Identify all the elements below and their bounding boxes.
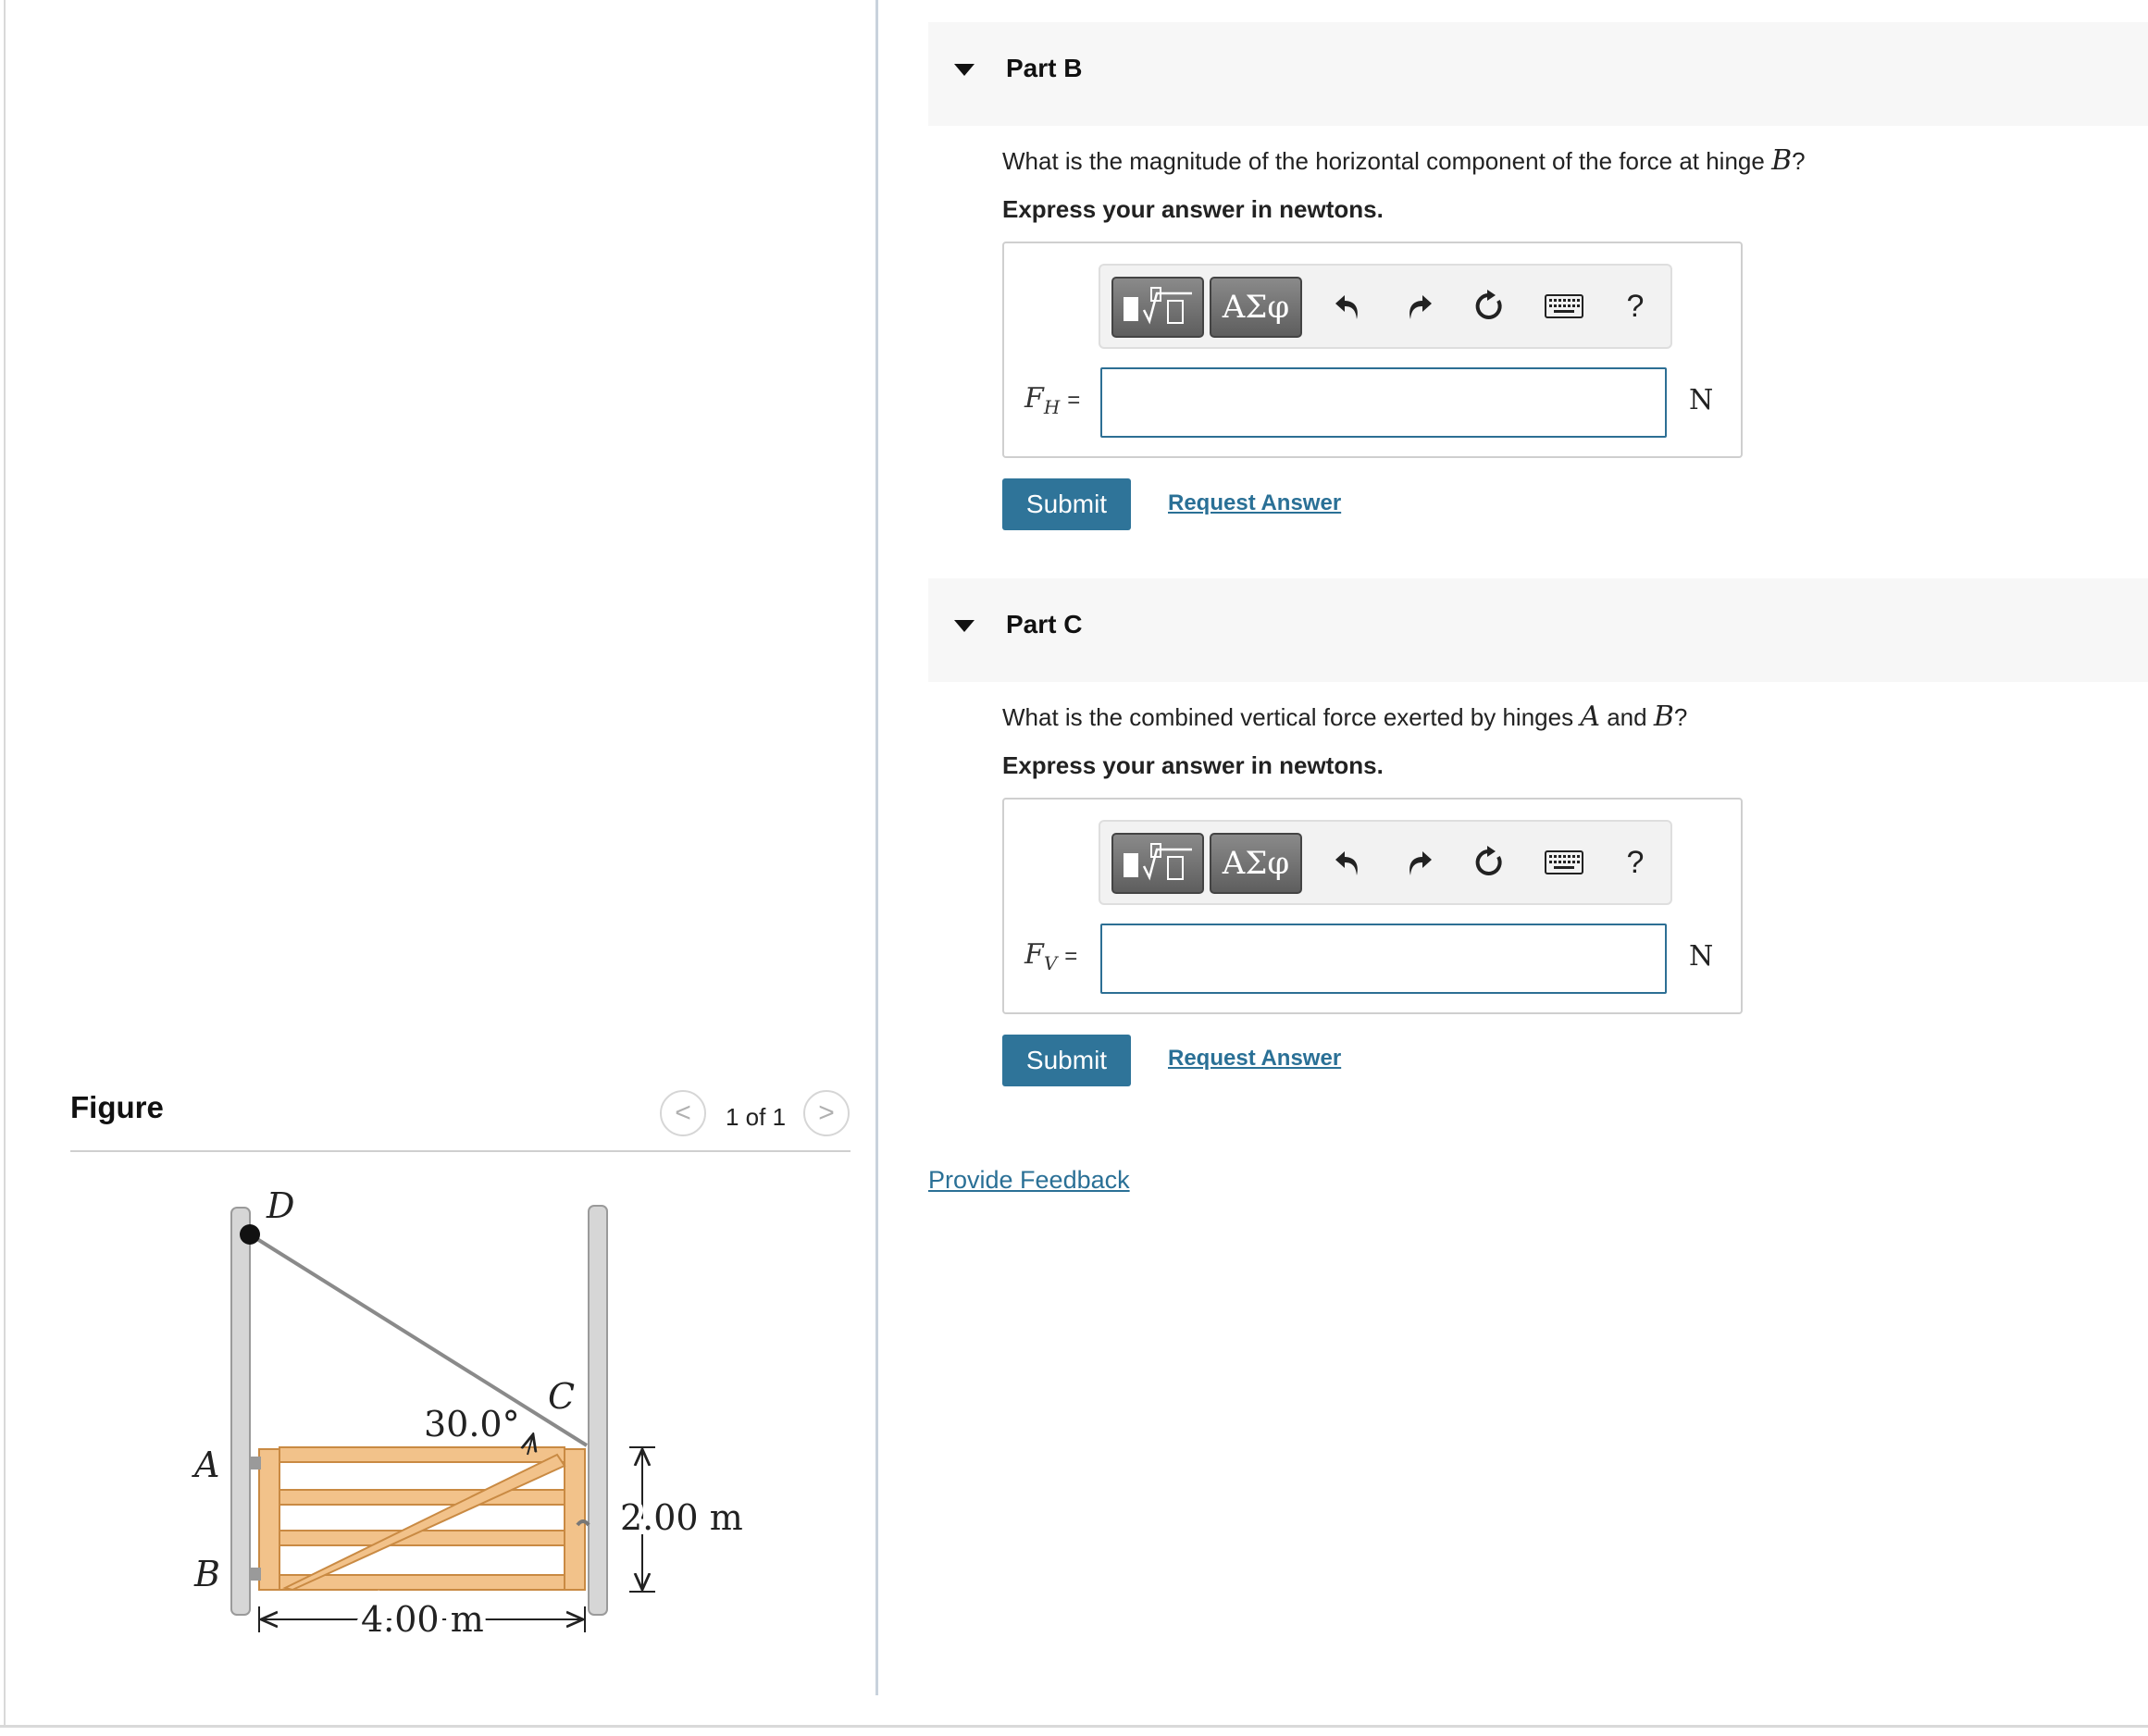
keyboard-button[interactable] <box>1532 835 1596 890</box>
left-border <box>4 0 6 1727</box>
cable-dc <box>250 1234 587 1445</box>
part-b-instruction: Express your answer in newtons. <box>1002 195 1384 223</box>
help-icon: ? <box>1626 288 1645 324</box>
math-toolbar <box>1099 820 1672 905</box>
part-b-answer-input[interactable] <box>1100 367 1667 438</box>
panel-divider[interactable] <box>875 0 878 1695</box>
provide-feedback-link[interactable]: Provide Feedback <box>928 1166 1130 1194</box>
greek-button[interactable] <box>1210 833 1302 894</box>
greek-icon: ΑΣφ <box>1222 845 1290 882</box>
part-b-header[interactable] <box>928 22 2148 126</box>
redo-button[interactable] <box>1391 279 1446 334</box>
keyboard-button[interactable] <box>1532 279 1596 334</box>
label-a: A <box>194 1445 220 1485</box>
label-angle: 30.0° <box>424 1404 520 1445</box>
undo-icon <box>1332 846 1365 879</box>
part-b-submit-button[interactable]: Submit <box>1002 478 1131 530</box>
templates-button[interactable] <box>1111 833 1204 894</box>
part-b-answer-box <box>1002 242 1743 458</box>
templates-button[interactable] <box>1111 277 1204 338</box>
gate <box>259 1447 585 1590</box>
label-b: B <box>194 1554 220 1594</box>
greek-icon: ΑΣφ <box>1222 289 1290 326</box>
part-c-instruction: Express your answer in newtons. <box>1002 751 1384 779</box>
label-width: 4.00 m <box>361 1599 484 1640</box>
part-c-answer-input[interactable] <box>1100 924 1667 994</box>
hinge-b <box>250 1568 261 1581</box>
part-b-unit: N <box>1689 384 1714 416</box>
point-d-marker <box>240 1224 260 1245</box>
math-toolbar <box>1099 264 1672 349</box>
help-button[interactable] <box>1608 835 1663 890</box>
part-c-submit-button[interactable]: Submit <box>1002 1035 1131 1086</box>
part-b-title: Part B <box>1006 54 1083 82</box>
undo-button[interactable] <box>1321 835 1376 890</box>
figure-divider <box>70 1150 851 1152</box>
caret-down-icon <box>954 64 975 76</box>
next-figure-button[interactable] <box>803 1090 850 1136</box>
bottom-border <box>0 1725 2148 1728</box>
previous-figure-button[interactable] <box>660 1090 706 1136</box>
part-c-question: What is the combined vertical force exerted by hinges A and B? <box>1002 701 1688 733</box>
part-c-unit: N <box>1689 940 1714 973</box>
part-c-variable-label: $F_V$ = <box>1024 938 1078 974</box>
label-c: C <box>548 1376 576 1417</box>
figure-title: Figure <box>70 1090 164 1124</box>
figure-pager-text: 1 of 1 <box>726 1103 787 1131</box>
redo-button[interactable] <box>1391 835 1446 890</box>
reset-icon <box>1471 844 1508 881</box>
help-icon: ? <box>1626 844 1645 880</box>
redo-icon <box>1402 846 1435 879</box>
part-b-variable-label: $F_H$ = <box>1024 382 1081 418</box>
reset-icon <box>1471 288 1508 325</box>
gate-figure <box>176 1175 768 1656</box>
label-height: 2.00 m <box>620 1497 743 1538</box>
part-b-question: What is the magnitude of the horizontal component of the force at hinge B? <box>1002 144 1806 177</box>
keyboard-icon <box>1545 294 1583 318</box>
part-c-answer-box <box>1002 798 1743 1014</box>
chevron-left-icon: < <box>675 1097 691 1128</box>
part-b-request-answer-link[interactable]: Request Answer <box>1168 490 1342 515</box>
undo-icon <box>1332 290 1365 323</box>
label-d: D <box>267 1185 295 1226</box>
templates-icon <box>1120 284 1196 330</box>
part-c-header[interactable] <box>928 578 2148 682</box>
templates-icon <box>1120 840 1196 887</box>
reset-button[interactable] <box>1461 835 1517 890</box>
greek-button[interactable] <box>1210 277 1302 338</box>
keyboard-icon <box>1545 850 1583 874</box>
right-post <box>589 1206 607 1615</box>
caret-down-icon <box>954 620 975 632</box>
redo-icon <box>1402 290 1435 323</box>
part-c-title: Part C <box>1006 610 1083 639</box>
reset-button[interactable] <box>1461 279 1517 334</box>
chevron-right-icon: > <box>818 1097 835 1128</box>
part-c-request-answer-link[interactable]: Request Answer <box>1168 1046 1342 1071</box>
undo-button[interactable] <box>1321 279 1376 334</box>
help-button[interactable] <box>1608 279 1663 334</box>
left-post <box>231 1208 250 1615</box>
hinge-a <box>250 1457 261 1469</box>
